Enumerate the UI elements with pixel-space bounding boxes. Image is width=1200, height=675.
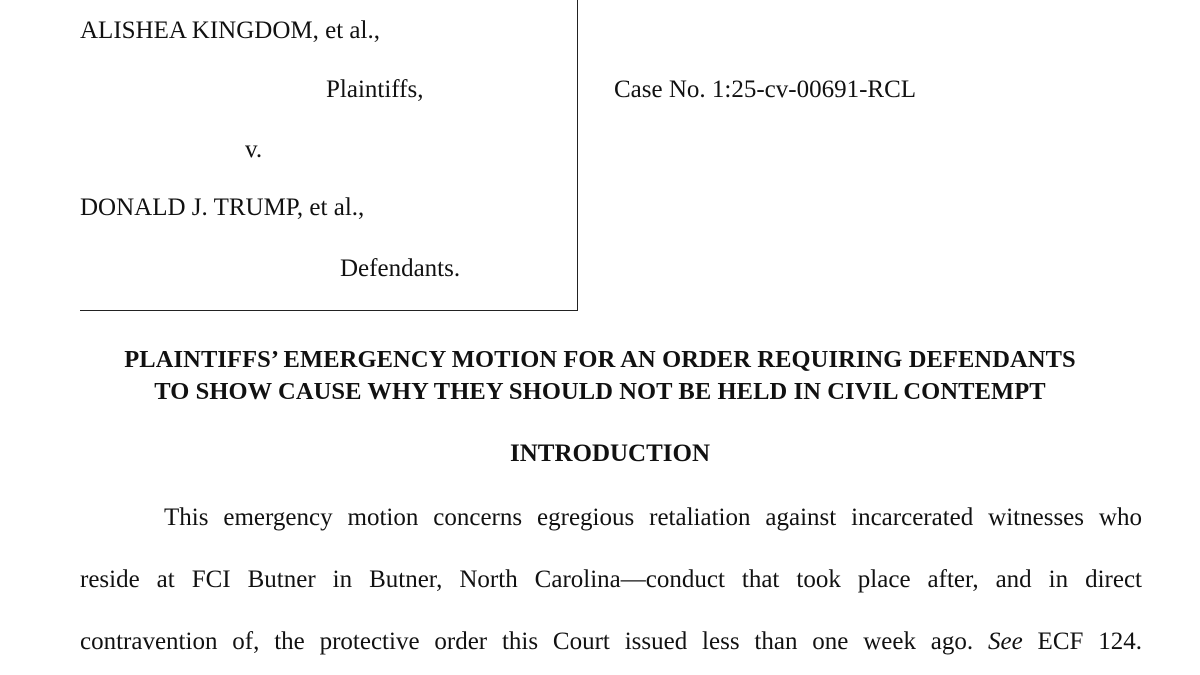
body-paragraph-line-2: reside at FCI Butner in Butner, North Carolina—conduct that took place after, and in direct xyxy=(80,566,1142,593)
body-line-3-text: contravention of, the protective order this Court issued less than one week ago. xyxy=(80,628,988,655)
citation-signal: See xyxy=(988,628,1023,655)
defendant-role: Defendants. xyxy=(340,255,461,282)
case-number: Case No. 1:25-cv-00691-RCL xyxy=(614,76,917,103)
defendant-name: DONALD J. TRUMP, et al., xyxy=(80,194,365,221)
body-paragraph-line-1: This emergency motion concerns egregious retaliation against incarcerated witnesses who xyxy=(164,504,1142,531)
motion-title-line-2: TO SHOW CAUSE WHY THEY SHOULD NOT BE HELD IN CIVIL CONTEMPT xyxy=(154,378,1046,405)
body-paragraph-line-3 xyxy=(80,627,1142,657)
case-caption-box xyxy=(80,0,578,311)
citation-reference: ECF 124. xyxy=(1022,628,1142,655)
section-heading: INTRODUCTION xyxy=(509,440,711,467)
versus-label: v. xyxy=(245,136,263,163)
plaintiff-role: Plaintiffs, xyxy=(326,76,424,103)
motion-title-line-1: PLAINTIFFS’ EMERGENCY MOTION FOR AN ORDER REQUIRING DEFENDANTS xyxy=(124,346,1076,373)
plaintiff-name: ALISHEA KINGDOM, et al., xyxy=(80,17,380,44)
motion-title xyxy=(0,344,1200,408)
